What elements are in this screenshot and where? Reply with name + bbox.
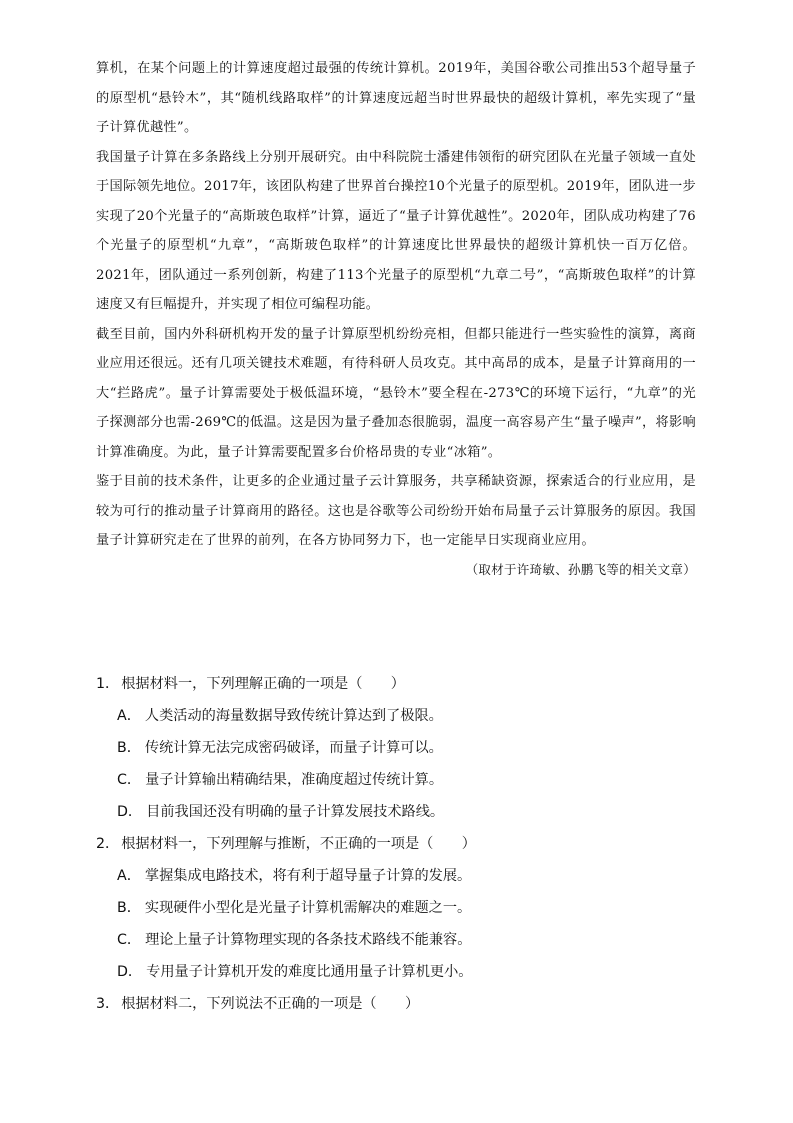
option-b[interactable] — [96, 735, 696, 767]
option-d[interactable] — [96, 959, 696, 991]
question-stem — [96, 671, 696, 703]
question-stem — [96, 831, 696, 863]
passage-paragraph: 截至目前，国内外科研机构开发的量子计算原型机纷纷亮相，但都只能进行一些实验性的演算，离商业应用还很远。还有几项关键技术难题，有待科研人员攻克。其中高昂的成本，是量子计算商用的一大“拦路虎”。量子计算需要处于极低温环境，“悬铃木”要全程在-273℃的环境下运行，“九章”的光子探测部分也需-269℃的低温。这是因为量子叠加态很脆弱，温度一高容易产生“量子噪声”，将影响计算准确度。为此，量子计算需要配置多台价格昂贵的专业“冰箱”。 — [96, 326, 696, 460]
reading-passage — [96, 54, 696, 584]
question-1 — [96, 671, 696, 831]
option-letter: A． — [117, 708, 141, 724]
question-number: 3． — [96, 996, 120, 1012]
option-text: 实现硬件小型化是光量子计算机需解决的难题之一。 — [144, 900, 472, 916]
option-letter: B． — [117, 900, 141, 916]
option-text: 量子计算输出精确结果，准确度超过传统计算。 — [145, 772, 444, 788]
option-c[interactable] — [96, 927, 696, 959]
option-a[interactable] — [96, 703, 696, 735]
question-list — [96, 671, 696, 1023]
option-text: 人类活动的海量数据导致传统计算达到了极限。 — [144, 708, 443, 724]
option-letter: C． — [117, 772, 142, 788]
source-citation: （取材于许琦敏、孙鹏飞等的相关文章） — [465, 561, 696, 577]
option-text: 掌握集成电路技术，将有利于超导量子计算的发展。 — [144, 868, 472, 884]
passage-paragraph: 算机，在某个问题上的计算速度超过最强的传统计算机。2019年，美国谷歌公司推出53个超导量子的原型机“悬铃木”，其“随机线路取样”的计算速度远超当时世界最快的超级计算机，率先实现了“量子计算优越性”。 — [96, 61, 696, 135]
passage-paragraph: 鉴于目前的技术条件，让更多的企业通过量子云计算服务，共享稀缺资源，探索适合的行业应用，是较为可行的推动量子计算商用的路径。这也是谷歌等公司纷纷开始布局量子云计算服务的原因。我国量子计算研究走在了世界的前列，在各方协同努力下，也一定能早日实现商业应用。 — [96, 474, 696, 548]
option-a[interactable] — [96, 863, 696, 895]
option-letter: D． — [117, 964, 143, 980]
option-letter: D． — [117, 804, 143, 820]
option-b[interactable] — [96, 895, 696, 927]
question-2 — [96, 831, 696, 991]
option-text: 传统计算无法完成密码破译，而量子计算可以。 — [144, 740, 443, 756]
question-text: 根据材料一，下列理解与推断，不正确的一项是（ ） — [121, 836, 476, 852]
question-number: 2． — [96, 836, 120, 852]
question-text: 根据材料一，下列理解正确的一项是（ ） — [121, 676, 405, 692]
passage-paragraph: 我国量子计算在多条路线上分别开展研究。由中科院院士潘建伟领衔的研究团队在光量子领域一直处于国际领先地位。2017年，该团队构建了世界首台操控10个光量子的原型机。2019年，团队进一步实现了20个光量子的“高斯玻色取样”计算，逼近了“量子计算优越性”。2020年，团队成功构建了76个光量子的原型机“九章”，“高斯玻色取样”的计算速度比世界最快的超级计算机快一百万亿倍。2021年，团队通过一系列创新，构建了113个光量子的原型机“九章二号”，“高斯玻色取样”的计算速度又有巨幅提升，并实现了相位可编程功能。 — [96, 149, 696, 312]
option-text: 理论上量子计算物理实现的各条技术路线不能兼容。 — [145, 932, 472, 948]
question-3 — [96, 991, 696, 1023]
option-c[interactable] — [96, 767, 696, 799]
option-text: 专用量子计算机开发的难度比通用量子计算机更小。 — [146, 964, 473, 980]
option-letter: B． — [117, 740, 141, 756]
option-d[interactable] — [96, 799, 696, 831]
question-text: 根据材料二，下列说法不正确的一项是（ ） — [121, 996, 420, 1012]
option-letter: C． — [117, 932, 142, 948]
option-letter: A． — [117, 868, 141, 884]
question-number: 1． — [96, 676, 120, 692]
question-stem — [96, 991, 696, 1023]
option-text: 目前我国还没有明确的量子计算发展技术路线。 — [146, 804, 445, 820]
